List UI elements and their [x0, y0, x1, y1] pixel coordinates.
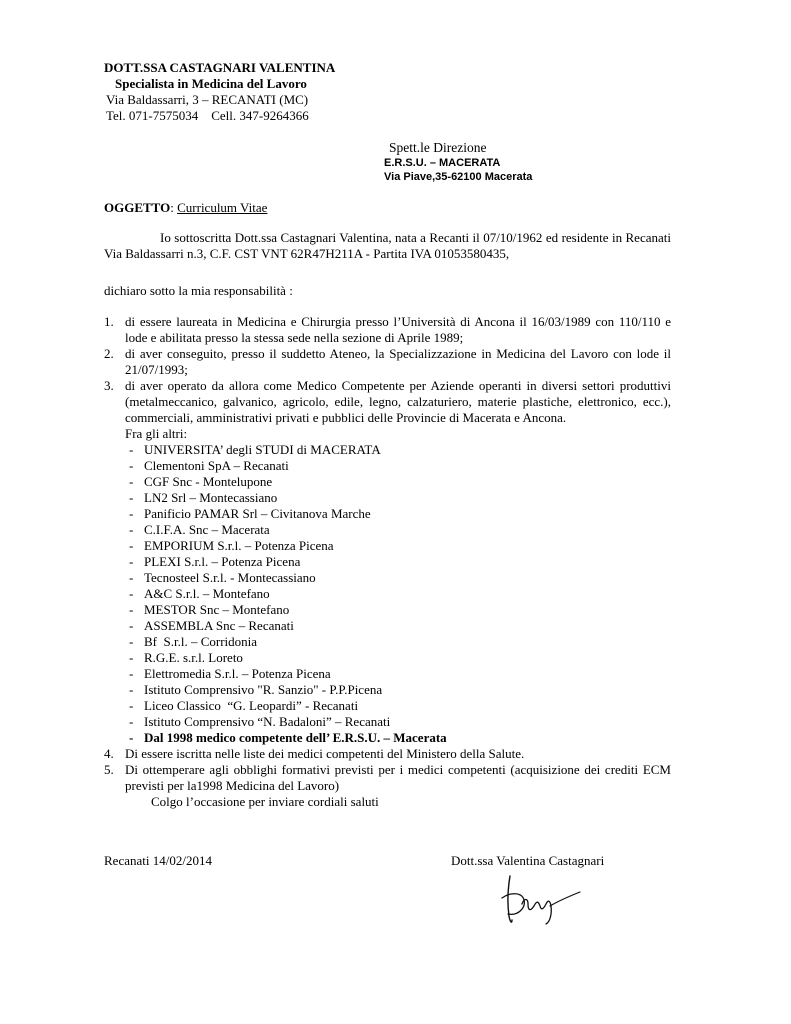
recipient-block — [384, 140, 532, 184]
client-name: Liceo Classico “G. Leopardi” - Recanati — [144, 698, 359, 713]
dash-bullet: - — [129, 682, 134, 697]
sender-specialty: Specialista in Medicina del Lavoro — [115, 76, 307, 91]
client-name: MESTOR Snc – Montefano — [144, 602, 290, 617]
client-name: R.G.E. s.r.l. Loreto — [144, 650, 243, 665]
dash-bullet: - — [129, 586, 134, 601]
dash-bullet: - — [129, 730, 134, 745]
signer-name: Dott.ssa Valentina Castagnari — [451, 853, 605, 868]
client-item — [104, 490, 671, 506]
client-item — [104, 554, 671, 570]
client-name: Istituto Comprensivo "R. Sanzio" - P.P.Picena — [144, 682, 383, 697]
dash-bullet: - — [129, 458, 134, 473]
dash-bullet: - — [129, 490, 134, 505]
client-highlight: Dal 1998 medico competente dell’ E.R.S.U. – Macerata — [144, 730, 447, 745]
dash-bullet: - — [129, 474, 134, 489]
client-item — [104, 458, 671, 474]
client-item-highlight — [104, 730, 671, 746]
list-number: 1. — [104, 314, 114, 329]
dash-bullet: - — [129, 570, 134, 585]
list-item-text: di aver conseguito, presso il suddetto Ateneo, la Specializzazione in Medicina del Lavoro con lode il 21/07/1993; — [125, 346, 671, 377]
sender-address: Via Baldassarri, 3 – RECANATI (MC) — [106, 92, 309, 107]
subject-separator: : — [170, 200, 178, 215]
client-name: ASSEMBLA Snc – Recanati — [144, 618, 294, 633]
client-name: A&C S.r.l. – Montefano — [144, 586, 270, 601]
subject-line — [104, 200, 267, 216]
declaration-line: dichiaro sotto la mia responsabilità : — [104, 283, 293, 298]
sender-block — [104, 60, 335, 124]
client-name: Bf S.r.l. – Corridonia — [144, 634, 258, 649]
client-item — [104, 682, 671, 698]
client-name: CGF Snc - Montelupone — [144, 474, 273, 489]
sender-name: DOTT.SSA CASTAGNARI VALENTINA — [104, 60, 336, 75]
recipient-org: E.R.S.U. – MACERATA — [384, 157, 501, 169]
dash-bullet: - — [129, 522, 134, 537]
client-name: Clementoni SpA – Recanati — [144, 458, 289, 473]
list-number: 3. — [104, 378, 114, 393]
list-item-5 — [104, 762, 671, 794]
declaration-list — [104, 314, 671, 810]
closing-line: Colgo l’occasione per inviare cordiali saluti — [151, 794, 379, 809]
list-item-2 — [104, 346, 671, 378]
client-item — [104, 714, 671, 730]
client-item — [104, 650, 671, 666]
list-item-text: di aver operato da allora come Medico Competente per Aziende operanti in diversi settori produttivi (metalmeccanico, galvanico, agricolo, edile, legno, calzaturiero, materie plastiche, elettronico, ecc.), commerciali, amministrativi privati e pubblici delle Provincie di Macerata e Ancona. — [125, 378, 671, 425]
list-item-text: Di essere iscritta nelle liste dei medici competenti del Ministero della Salute. — [125, 746, 525, 761]
dash-bullet: - — [129, 698, 134, 713]
list-item-text: Di ottemperare agli obblighi formativi previsti per i medici competenti (acquisizione dei crediti ECM previsti per la1998 Medicina del Lavoro) — [125, 762, 671, 793]
subject-label: OGGETTO — [104, 200, 171, 215]
list-item-4 — [104, 746, 671, 762]
dash-bullet: - — [129, 650, 134, 665]
client-item — [104, 474, 671, 490]
client-name: PLEXI S.r.l. – Potenza Picena — [144, 554, 301, 569]
client-name: Tecnosteel S.r.l. - Montecassiano — [144, 570, 316, 585]
client-item — [104, 522, 671, 538]
list-number: 4. — [104, 746, 114, 761]
list-item-1 — [104, 314, 671, 346]
client-name: C.I.F.A. Snc – Macerata — [144, 522, 270, 537]
list-number: 5. — [104, 762, 114, 777]
dash-bullet: - — [129, 634, 134, 649]
among-label-row — [104, 426, 671, 746]
dash-bullet: - — [129, 554, 134, 569]
subject-value: Curriculum Vitae — [177, 200, 268, 215]
dash-bullet: - — [129, 442, 134, 457]
client-item — [104, 506, 671, 522]
client-name: Elettromedia S.r.l. – Potenza Picena — [144, 666, 331, 681]
client-item — [104, 602, 671, 618]
place-date: Recanati 14/02/2014 — [104, 853, 212, 868]
dash-bullet: - — [129, 602, 134, 617]
recipient-address: Via Piave,35-62100 Macerata — [384, 171, 533, 183]
dash-bullet: - — [129, 506, 134, 521]
client-name: Panificio PAMAR Srl – Civitanova Marche — [144, 506, 371, 521]
dash-bullet: - — [129, 618, 134, 633]
client-item — [104, 634, 671, 650]
client-item — [104, 666, 671, 682]
list-item-3 — [104, 378, 671, 426]
handwritten-signature — [490, 870, 590, 930]
clients-list — [104, 442, 671, 746]
client-item — [104, 442, 671, 458]
recipient-salutation: Spett.le Direzione — [389, 140, 487, 155]
client-item — [104, 586, 671, 602]
client-name: EMPORIUM S.r.l. – Potenza Picena — [144, 538, 334, 553]
client-item — [104, 618, 671, 634]
client-item — [104, 538, 671, 554]
among-label: Fra gli altri: — [125, 426, 188, 441]
intro-paragraph: Io sottoscritta Dott.ssa Castagnari Valentina, nata a Recanti il 07/10/1962 ed residente in Recanati Via Baldassarri n.3, C.F. CST VNT 62R47H211A - Partita IVA 01053580435, — [104, 230, 671, 261]
client-name: UNIVERSITA’ degli STUDI di MACERATA — [144, 442, 381, 457]
dash-bullet: - — [129, 714, 134, 729]
list-number: 2. — [104, 346, 114, 361]
list-item-text: di essere laureata in Medicina e Chirurgia presso l’Università di Ancona il 16/03/1989 con 110/110 e lode e abilitata presso la stessa sede nella sezione di Aprile 1989; — [125, 314, 671, 345]
client-item — [104, 570, 671, 586]
dash-bullet: - — [129, 538, 134, 553]
sender-phones: Tel. 071-7575034 Cell. 347-9264366 — [106, 108, 309, 123]
client-name: Istituto Comprensivo “N. Badaloni” – Recanati — [144, 714, 391, 729]
client-name: LN2 Srl – Montecassiano — [144, 490, 278, 505]
dash-bullet: - — [129, 666, 134, 681]
client-item — [104, 698, 671, 714]
